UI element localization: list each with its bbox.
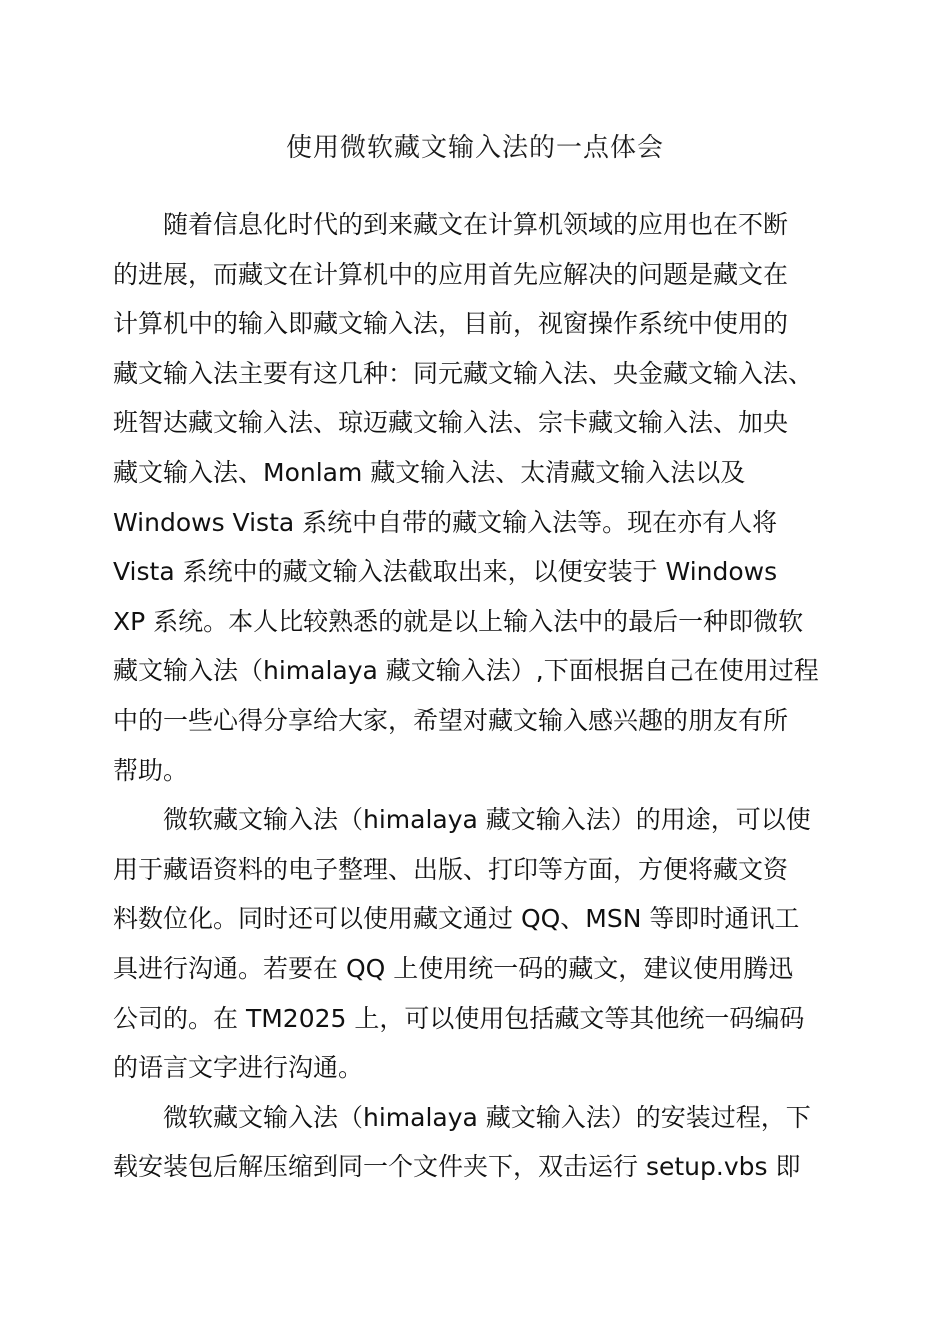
text-line: 藏文输入法主要有这几种：同元藏文输入法、央金藏文输入法、 <box>113 358 814 388</box>
text-line: 中的一些心得分享给大家，希望对藏文输入感兴趣的朋友有所 <box>113 705 789 735</box>
text-line: 料数位化。同时还可以使用藏文通过 QQ、MSN 等即时通讯工 <box>113 904 800 934</box>
text-line: 帮助。 <box>113 755 189 785</box>
text-line: 微软藏文输入法（himalaya 藏文输入法）的用途，可以使 <box>163 805 811 835</box>
text-line: XP 系统。本人比较熟悉的就是以上输入法中的最后一种即微软 <box>113 606 804 636</box>
text-line: Vista 系统中的藏文输入法截取出来，以便安装于 Windows <box>113 557 778 587</box>
text-line: 的语言文字进行沟通。 <box>113 1053 364 1083</box>
document-title: 使用微软藏文输入法的一点体会 <box>285 133 664 163</box>
text-line: 随着信息化时代的到来藏文在计算机领域的应用也在不断 <box>163 210 789 239</box>
text-line: 载安装包后解压缩到同一个文件夹下，双击运行 setup.vbs 即 <box>113 1152 801 1182</box>
text-line: 的进展，而藏文在计算机中的应用首先应解决的问题是藏文在 <box>113 259 789 289</box>
paragraph-3 <box>113 1093 841 1192</box>
paragraph-2 <box>113 795 841 1093</box>
text-line: Windows Vista 系统中自带的藏文输入法等。现在亦有人将 <box>113 507 778 537</box>
text-line: 计算机中的输入即藏文输入法，目前，视窗操作系统中使用的 <box>113 309 789 339</box>
text-line: 班智达藏文输入法、琼迈藏文输入法、宗卡藏文输入法、加央 <box>113 408 789 438</box>
paragraph-1 <box>113 200 841 795</box>
text-line: 藏文输入法、Monlam 藏文输入法、太清藏文输入法以及 <box>113 457 746 487</box>
text-line: 用于藏语资料的电子整理、出版、打印等方面，方便将藏文资 <box>113 854 789 884</box>
text-line: 具进行沟通。若要在 QQ 上使用统一码的藏文，建议使用腾迅 <box>113 953 794 983</box>
text-line: 公司的。在 TM2025 上，可以使用包括藏文等其他统一码编码 <box>113 1003 805 1033</box>
document-body <box>113 200 841 1192</box>
text-line: 微软藏文输入法（himalaya 藏文输入法）的安装过程，下 <box>163 1102 811 1132</box>
text-line: 藏文输入法（himalaya 藏文输入法）,下面根据自己在使用过程 <box>113 656 819 686</box>
